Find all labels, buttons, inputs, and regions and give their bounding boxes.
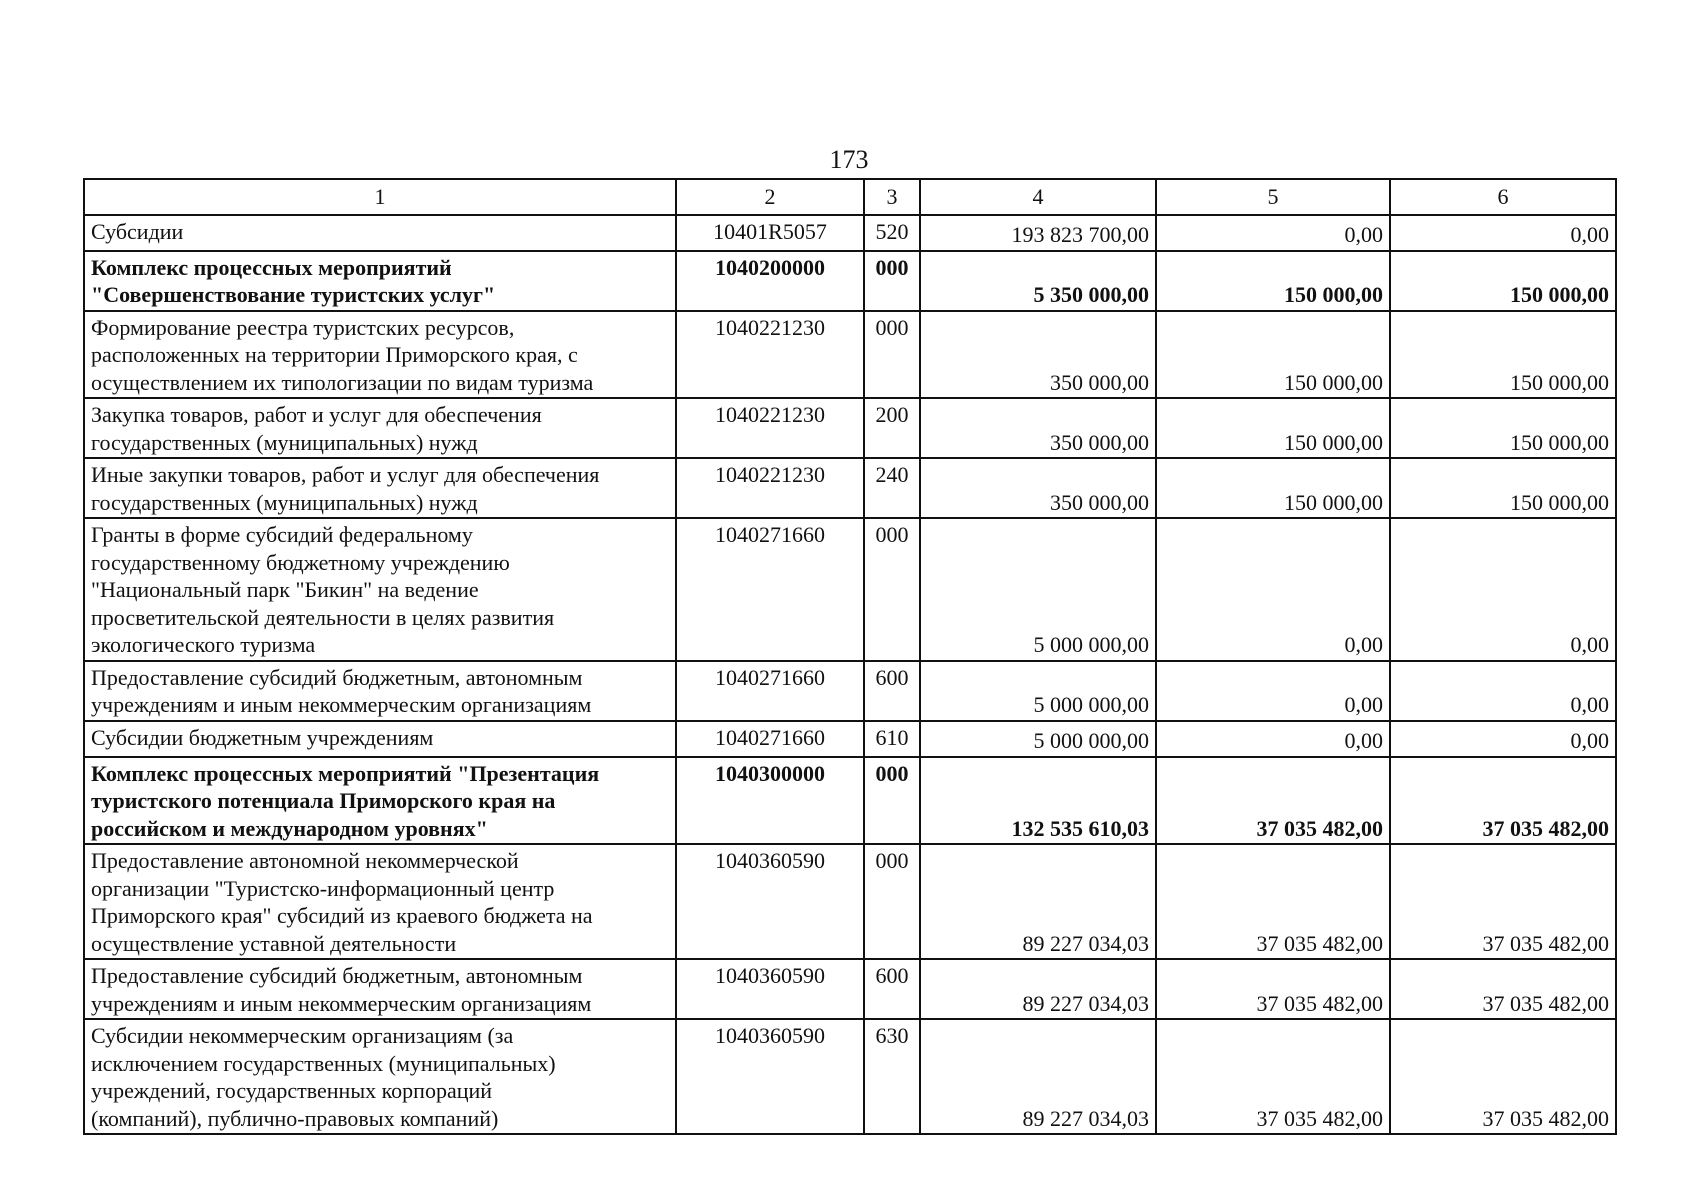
table-row	[84, 311, 1616, 399]
row-kind-cell: 000	[864, 844, 920, 959]
row-value-col4: 350 000,00	[920, 398, 1156, 458]
table-row	[84, 844, 1616, 959]
column-header-6: 6	[1390, 179, 1616, 215]
table-row	[84, 661, 1616, 721]
row-value-col4: 5 000 000,00	[920, 721, 1156, 757]
row-code-cell: 1040221230	[676, 458, 864, 518]
row-kind-cell: 600	[864, 661, 920, 721]
row-value-col6: 150 000,00	[1390, 311, 1616, 399]
row-value-col5: 150 000,00	[1156, 398, 1390, 458]
table-row	[84, 251, 1616, 311]
row-name-cell: Предоставление автономной некоммерческой организации "Туристско-информационный центр Приморского края" субсидий из краевого бюджета на осуществление уставной деятельности	[84, 844, 676, 959]
row-code-cell: 1040271660	[676, 518, 864, 661]
row-value-col6: 37 035 482,00	[1390, 757, 1616, 845]
row-value-col4: 193 823 700,00	[920, 215, 1156, 251]
column-header-1: 1	[84, 179, 676, 215]
page-number: 173	[829, 145, 869, 174]
row-code-cell: 1040300000	[676, 757, 864, 845]
row-name-cell: Иные закупки товаров, работ и услуг для обеспечения государственных (муниципальных) нужд	[84, 458, 676, 518]
row-value-col6: 0,00	[1390, 215, 1616, 251]
row-value-col6: 0,00	[1390, 518, 1616, 661]
row-code-cell: 1040360590	[676, 959, 864, 1019]
table-row	[84, 458, 1616, 518]
table-row	[84, 398, 1616, 458]
row-value-col6: 0,00	[1390, 721, 1616, 757]
row-kind-cell: 520	[864, 215, 920, 251]
row-value-col5: 37 035 482,00	[1156, 959, 1390, 1019]
column-header-3: 3	[864, 179, 920, 215]
row-value-col5: 150 000,00	[1156, 458, 1390, 518]
row-code-cell: 1040360590	[676, 844, 864, 959]
row-kind-cell: 000	[864, 311, 920, 399]
row-code-cell: 1040360590	[676, 1019, 864, 1134]
row-value-col4: 89 227 034,03	[920, 959, 1156, 1019]
row-value-col4: 132 535 610,03	[920, 757, 1156, 845]
row-value-col5: 0,00	[1156, 721, 1390, 757]
row-code-cell: 1040200000	[676, 251, 864, 311]
row-value-col6: 150 000,00	[1390, 458, 1616, 518]
row-value-col5: 150 000,00	[1156, 251, 1390, 311]
row-value-col4: 89 227 034,03	[920, 844, 1156, 959]
row-kind-cell: 000	[864, 757, 920, 845]
row-value-col5: 0,00	[1156, 215, 1390, 251]
row-value-col5: 0,00	[1156, 661, 1390, 721]
row-code-cell: 10401R5057	[676, 215, 864, 251]
column-header-5: 5	[1156, 179, 1390, 215]
row-kind-cell: 240	[864, 458, 920, 518]
row-value-col6: 37 035 482,00	[1390, 1019, 1616, 1134]
row-value-col5: 37 035 482,00	[1156, 1019, 1390, 1134]
row-kind-cell: 000	[864, 251, 920, 311]
row-value-col5: 37 035 482,00	[1156, 757, 1390, 845]
row-value-col6: 37 035 482,00	[1390, 844, 1616, 959]
row-name-cell: Формирование реестра туристских ресурсов, расположенных на территории Приморского края, с осуществлением их типологизации по видам туризма	[84, 311, 676, 399]
row-value-col4: 5 000 000,00	[920, 518, 1156, 661]
row-value-col5: 0,00	[1156, 518, 1390, 661]
row-name-cell: Гранты в форме субсидий федеральному государственному бюджетному учреждению "Национальный парк "Бикин" на ведение просветительской деятельности в целях развития экологического туризма	[84, 518, 676, 661]
column-header-4: 4	[920, 179, 1156, 215]
row-value-col6: 150 000,00	[1390, 251, 1616, 311]
row-name-cell: Комплекс процессных мероприятий "Совершенствование туристских услуг"	[84, 251, 676, 311]
row-value-col4: 5 000 000,00	[920, 661, 1156, 721]
row-kind-cell: 200	[864, 398, 920, 458]
row-value-col4: 89 227 034,03	[920, 1019, 1156, 1134]
row-value-col6: 150 000,00	[1390, 398, 1616, 458]
table-row	[84, 1019, 1616, 1134]
row-kind-cell: 610	[864, 721, 920, 757]
budget-table	[83, 178, 1617, 1135]
row-name-cell: Закупка товаров, работ и услуг для обеспечения государственных (муниципальных) нужд	[84, 398, 676, 458]
row-code-cell: 1040271660	[676, 661, 864, 721]
row-value-col5: 37 035 482,00	[1156, 844, 1390, 959]
row-value-col4: 350 000,00	[920, 458, 1156, 518]
column-header-2: 2	[676, 179, 864, 215]
row-name-cell: Субсидии некоммерческим организациям (за исключением государственных (муниципальных) учреждений, государственных корпораций (компаний), публично-правовых компаний)	[84, 1019, 676, 1134]
table-row	[84, 518, 1616, 661]
row-code-cell: 1040221230	[676, 311, 864, 399]
row-value-col6: 0,00	[1390, 661, 1616, 721]
row-code-cell: 1040221230	[676, 398, 864, 458]
row-kind-cell: 630	[864, 1019, 920, 1134]
row-value-col4: 5 350 000,00	[920, 251, 1156, 311]
row-name-cell: Предоставление субсидий бюджетным, автономным учреждениям и иным некоммерческим организациям	[84, 959, 676, 1019]
column-header-row	[84, 179, 1616, 215]
row-code-cell: 1040271660	[676, 721, 864, 757]
table-row	[84, 215, 1616, 251]
row-kind-cell: 600	[864, 959, 920, 1019]
row-name-cell: Комплекс процессных мероприятий "Презентация туристского потенциала Приморского края на российском и международном уровнях"	[84, 757, 676, 845]
row-value-col4: 350 000,00	[920, 311, 1156, 399]
table-row	[84, 721, 1616, 757]
row-name-cell: Субсидии бюджетным учреждениям	[84, 721, 676, 757]
table-row	[84, 757, 1616, 845]
row-name-cell: Субсидии	[84, 215, 676, 251]
row-value-col6: 37 035 482,00	[1390, 959, 1616, 1019]
row-kind-cell: 000	[864, 518, 920, 661]
row-name-cell: Предоставление субсидий бюджетным, автономным учреждениям и иным некоммерческим организациям	[84, 661, 676, 721]
table-row	[84, 959, 1616, 1019]
row-value-col5: 150 000,00	[1156, 311, 1390, 399]
